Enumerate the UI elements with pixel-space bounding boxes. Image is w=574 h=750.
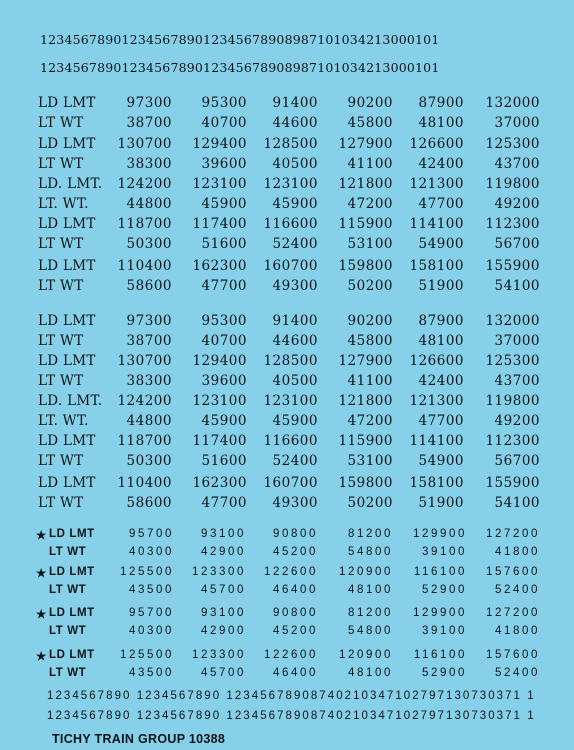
weight-value: 121800 (338, 176, 393, 192)
weight-value: 40500 (272, 373, 318, 389)
weight-value: 45900 (272, 413, 318, 429)
weight-value: 129400 (192, 353, 247, 369)
weight-value: 124200 (117, 393, 172, 409)
weight-value: 49300 (272, 495, 318, 511)
weight-value: 120900 (339, 649, 393, 661)
weight-value: 48100 (418, 115, 464, 131)
weight-value: 56700 (494, 453, 540, 469)
weight-value: 47700 (418, 413, 464, 429)
weight-value: 45700 (201, 667, 246, 679)
load-limit-label: LD LMT (38, 353, 96, 369)
weight-value: 91400 (272, 313, 318, 329)
load-limit-row (0, 433, 574, 451)
weight-value: 54800 (348, 546, 393, 558)
weight-value: 50200 (347, 278, 393, 294)
load-limit-label: LD LMT (38, 216, 96, 232)
load-limit-row (0, 393, 574, 411)
load-limit-row (0, 258, 574, 276)
weight-value: 119800 (485, 176, 540, 192)
weight-value: 40500 (272, 156, 318, 172)
weight-value: 127200 (486, 607, 540, 619)
weight-value: 128500 (263, 353, 318, 369)
light-weight-label: LT WT (38, 278, 84, 294)
light-weight-label: LT WT (38, 156, 84, 172)
small-load-limit-row (0, 649, 574, 665)
weight-value: 126600 (409, 353, 464, 369)
weight-value: 116600 (263, 216, 318, 232)
light-weight-label: LT. WT. (38, 413, 89, 429)
light-weight-label: LT WT (38, 373, 84, 389)
weight-value: 127900 (338, 353, 393, 369)
weight-value: 121300 (409, 393, 464, 409)
light-weight-label: LT WT (38, 333, 84, 349)
weight-value: 162300 (192, 258, 247, 274)
weight-value: 38300 (126, 373, 172, 389)
load-limit-label: LD LMT (38, 258, 96, 274)
load-limit-label: LD LMT (38, 95, 96, 111)
load-limit-label: LD LMT (49, 607, 95, 619)
load-limit-label: LD LMT (49, 528, 95, 540)
weight-value: 45900 (201, 413, 247, 429)
weight-value: 39100 (422, 625, 467, 637)
weight-value: 40700 (201, 333, 247, 349)
weight-value: 120900 (339, 566, 393, 578)
weight-value: 130700 (117, 353, 172, 369)
weight-value: 49200 (494, 413, 540, 429)
weight-value: 56700 (494, 236, 540, 252)
weight-value: 45700 (201, 584, 246, 596)
weight-value: 97300 (126, 95, 172, 111)
weight-value: 37000 (494, 115, 540, 131)
weight-value: 43700 (494, 373, 540, 389)
load-limit-label: LD LMT (49, 566, 95, 578)
weight-value: 48100 (348, 667, 393, 679)
weight-value: 157600 (486, 566, 540, 578)
weight-value: 44600 (272, 115, 318, 131)
load-limit-row (0, 216, 574, 234)
weight-value: 49200 (494, 196, 540, 212)
weight-value: 47200 (347, 196, 393, 212)
weight-value: 43700 (494, 156, 540, 172)
load-limit-label: LD. LMT. (38, 176, 103, 192)
weight-value: 132000 (485, 95, 540, 111)
weight-value: 129900 (413, 528, 467, 540)
top-digit-strip-1: 1234567890123456789012345678908987101034213000101 (40, 32, 440, 47)
weight-value: 159800 (338, 258, 393, 274)
light-weight-label: LT WT (38, 236, 84, 252)
weight-value: 123100 (192, 393, 247, 409)
weight-value: 41800 (495, 625, 540, 637)
load-limit-row (0, 313, 574, 331)
load-limit-row (0, 95, 574, 113)
weight-value: 129400 (192, 136, 247, 152)
weight-value: 115900 (338, 433, 393, 449)
bottom-digit-strip-1: 1234567890 1234567890 12345678908740210347102797130730371 1 (47, 690, 536, 702)
weight-value: 127200 (486, 528, 540, 540)
weight-value: 157600 (486, 649, 540, 661)
weight-value: 41100 (347, 373, 393, 389)
weight-value: 123100 (263, 393, 318, 409)
weight-value: 54900 (418, 453, 464, 469)
weight-value: 42400 (418, 373, 464, 389)
weight-value: 95700 (129, 607, 174, 619)
weight-value: 91400 (272, 95, 318, 111)
weight-value: 112300 (485, 216, 540, 232)
star-icon: ★ (36, 609, 47, 621)
weight-value: 162300 (192, 475, 247, 491)
weight-value: 81200 (348, 607, 393, 619)
weight-value: 123300 (192, 649, 246, 661)
weight-value: 116100 (413, 566, 467, 578)
weight-value: 122600 (264, 566, 318, 578)
weight-value: 93100 (201, 607, 246, 619)
weight-value: 112300 (485, 433, 540, 449)
weight-value: 97300 (126, 313, 172, 329)
light-weight-row (0, 115, 574, 133)
star-icon: ★ (36, 568, 47, 580)
weight-value: 123100 (263, 176, 318, 192)
load-limit-label: LD LMT (38, 136, 96, 152)
weight-value: 52900 (422, 667, 467, 679)
weight-value: 123300 (192, 566, 246, 578)
weight-value: 116100 (413, 649, 467, 661)
light-weight-row (0, 373, 574, 391)
weight-value: 41800 (495, 546, 540, 558)
weight-value: 52900 (422, 584, 467, 596)
weight-value: 114100 (409, 433, 464, 449)
weight-value: 39600 (201, 156, 247, 172)
star-icon: ★ (36, 651, 47, 663)
weight-value: 90800 (273, 528, 318, 540)
weight-value: 95300 (201, 95, 247, 111)
weight-value: 46400 (273, 667, 318, 679)
weight-value: 115900 (338, 216, 393, 232)
light-weight-label: LT WT (38, 495, 84, 511)
light-weight-label: LT WT (49, 584, 87, 596)
weight-value: 51600 (201, 453, 247, 469)
weight-value: 53100 (347, 236, 393, 252)
load-limit-label: LD LMT (49, 649, 95, 661)
weight-value: 47700 (201, 495, 247, 511)
weight-value: 53100 (347, 453, 393, 469)
weight-value: 48100 (418, 333, 464, 349)
weight-value: 44800 (126, 413, 172, 429)
weight-value: 58600 (126, 495, 172, 511)
weight-value: 46400 (273, 584, 318, 596)
weight-value: 159800 (338, 475, 393, 491)
weight-value: 40300 (129, 625, 174, 637)
light-weight-label: LT WT (49, 625, 87, 637)
light-weight-row (0, 495, 574, 513)
weight-value: 50200 (347, 495, 393, 511)
weight-value: 54100 (494, 495, 540, 511)
weight-value: 44600 (272, 333, 318, 349)
weight-value: 118700 (117, 433, 172, 449)
weight-value: 155900 (485, 258, 540, 274)
weight-value: 125300 (485, 353, 540, 369)
light-weight-label: LT WT (38, 453, 84, 469)
weight-value: 90200 (347, 313, 393, 329)
weight-value: 52400 (495, 584, 540, 596)
weight-value: 122600 (264, 649, 318, 661)
weight-value: 121800 (338, 393, 393, 409)
load-limit-row (0, 136, 574, 154)
weight-value: 39600 (201, 373, 247, 389)
weight-value: 45200 (273, 625, 318, 637)
weight-value: 110400 (117, 258, 172, 274)
weight-value: 54100 (494, 278, 540, 294)
load-limit-label: LD LMT (38, 313, 96, 329)
weight-value: 118700 (117, 216, 172, 232)
weight-value: 87900 (418, 95, 464, 111)
weight-value: 41100 (347, 156, 393, 172)
weight-value: 160700 (263, 475, 318, 491)
small-light-weight-row (0, 584, 574, 600)
weight-value: 45200 (273, 546, 318, 558)
weight-value: 51900 (418, 278, 464, 294)
weight-value: 129900 (413, 607, 467, 619)
load-limit-label: LD LMT (38, 475, 96, 491)
weight-value: 52400 (272, 236, 318, 252)
weight-value: 123100 (192, 176, 247, 192)
weight-value: 126600 (409, 136, 464, 152)
weight-value: 47700 (201, 278, 247, 294)
weight-value: 45900 (201, 196, 247, 212)
weight-value: 81200 (348, 528, 393, 540)
weight-value: 38700 (126, 115, 172, 131)
weight-value: 158100 (409, 475, 464, 491)
weight-value: 90200 (347, 95, 393, 111)
weight-value: 43500 (129, 584, 174, 596)
weight-value: 49300 (272, 278, 318, 294)
weight-value: 50300 (126, 453, 172, 469)
weight-value: 43500 (129, 667, 174, 679)
small-load-limit-row (0, 607, 574, 623)
weight-value: 132000 (485, 313, 540, 329)
load-limit-label: LD. LMT. (38, 393, 103, 409)
weight-value: 125300 (485, 136, 540, 152)
light-weight-row (0, 236, 574, 254)
weight-value: 38700 (126, 333, 172, 349)
light-weight-row (0, 333, 574, 351)
weight-value: 110400 (117, 475, 172, 491)
small-light-weight-row (0, 625, 574, 641)
small-light-weight-row (0, 667, 574, 683)
weight-value: 54800 (348, 625, 393, 637)
weight-value: 116600 (263, 433, 318, 449)
weight-value: 114100 (409, 216, 464, 232)
small-load-limit-row (0, 566, 574, 582)
weight-value: 128500 (263, 136, 318, 152)
weight-value: 87900 (418, 313, 464, 329)
weight-value: 95300 (201, 313, 247, 329)
weight-value: 47200 (347, 413, 393, 429)
weight-value: 58600 (126, 278, 172, 294)
light-weight-label: LT. WT. (38, 196, 89, 212)
weight-value: 119800 (485, 393, 540, 409)
weight-value: 42900 (201, 625, 246, 637)
weight-value: 51900 (418, 495, 464, 511)
weight-value: 42400 (418, 156, 464, 172)
light-weight-row (0, 156, 574, 174)
weight-value: 52400 (495, 667, 540, 679)
weight-value: 52400 (272, 453, 318, 469)
weight-value: 155900 (485, 475, 540, 491)
weight-value: 45800 (347, 333, 393, 349)
weight-value: 48100 (348, 584, 393, 596)
weight-value: 90800 (273, 607, 318, 619)
weight-value: 125500 (120, 649, 174, 661)
load-limit-row (0, 353, 574, 371)
weight-value: 125500 (120, 566, 174, 578)
light-weight-label: LT WT (38, 115, 84, 131)
small-light-weight-row (0, 546, 574, 562)
light-weight-row (0, 278, 574, 296)
weight-value: 127900 (338, 136, 393, 152)
weight-value: 51600 (201, 236, 247, 252)
load-limit-row (0, 475, 574, 493)
weight-value: 40300 (129, 546, 174, 558)
weight-value: 95700 (129, 528, 174, 540)
weight-value: 93100 (201, 528, 246, 540)
weight-value: 39100 (422, 546, 467, 558)
bottom-digit-strip-2: 1234567890 1234567890 12345678908740210347102797130730371 1 (47, 710, 536, 722)
weight-value: 160700 (263, 258, 318, 274)
weight-value: 38300 (126, 156, 172, 172)
weight-value: 45800 (347, 115, 393, 131)
weight-value: 121300 (409, 176, 464, 192)
light-weight-row (0, 453, 574, 471)
weight-value: 37000 (494, 333, 540, 349)
weight-value: 54900 (418, 236, 464, 252)
weight-value: 45900 (272, 196, 318, 212)
weight-value: 44800 (126, 196, 172, 212)
weight-value: 130700 (117, 136, 172, 152)
weight-value: 50300 (126, 236, 172, 252)
weight-value: 117400 (192, 216, 247, 232)
weight-value: 117400 (192, 433, 247, 449)
weight-value: 158100 (409, 258, 464, 274)
weight-value: 40700 (201, 115, 247, 131)
load-limit-row (0, 176, 574, 194)
top-digit-strip-2: 1234567890123456789012345678908987101034213000101 (40, 60, 440, 75)
footer-title: TICHY TRAIN GROUP 10388 (52, 732, 226, 746)
small-load-limit-row (0, 528, 574, 544)
load-limit-label: LD LMT (38, 433, 96, 449)
weight-value: 42900 (201, 546, 246, 558)
light-weight-row (0, 413, 574, 431)
weight-value: 47700 (418, 196, 464, 212)
light-weight-label: LT WT (49, 667, 87, 679)
star-icon: ★ (36, 530, 47, 542)
weight-value: 124200 (117, 176, 172, 192)
light-weight-label: LT WT (49, 546, 87, 558)
light-weight-row (0, 196, 574, 214)
